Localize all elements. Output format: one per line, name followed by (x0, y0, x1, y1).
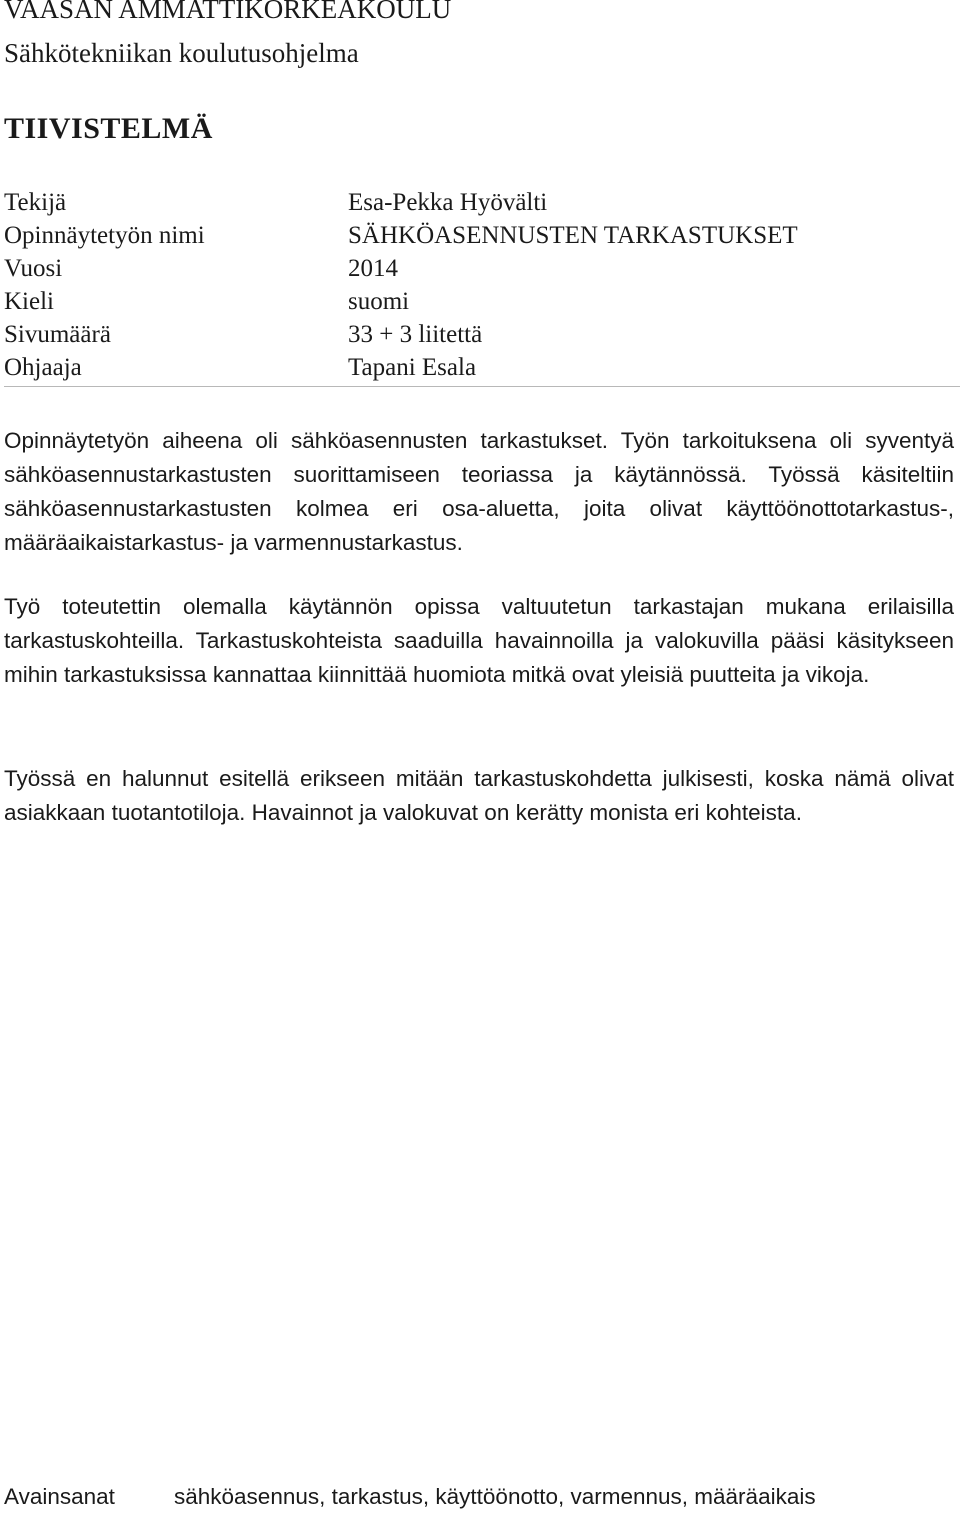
meta-value: Tapani Esala (348, 354, 477, 381)
keywords-label: Avainsanat (4, 1484, 115, 1509)
abstract-paragraph: Työssä en halunnut esitellä erikseen mitään tarkastuskohdetta julkisesti, koska nämä olivat asiakkaan tuotantotiloja. Havainnot ja valokuvat on kerätty monista eri kohteista. (4, 766, 954, 825)
meta-value: SÄHKÖASENNUSTEN TARKASTUKSET (348, 222, 798, 249)
meta-label: Sivumäärä (4, 321, 111, 348)
keywords-row (4, 1482, 960, 1512)
meta-label: Ohjaaja (4, 354, 82, 381)
meta-label: Kieli (4, 288, 54, 315)
divider (4, 386, 960, 387)
abstract-paragraph: Työ toteutettin olemalla käytännön opissa valtuutetun tarkastajan mukana erilaisilla tarkastuskohteilla. Tarkastuskohteista saaduilla havainnoilla ja valokuvilla pääsi käsitykseen mihin tarkastuksissa kannattaa kiinnittää huomiota mitkä ovat yleisiä puutteita ja vikoja. (4, 594, 954, 687)
degree-program: Sähkötekniikan koulutusohjelma (4, 38, 359, 68)
meta-value: suomi (348, 288, 410, 315)
meta-label: Opinnäytetyön nimi (4, 222, 205, 249)
page-title: TIIVISTELMÄ (4, 112, 213, 145)
meta-value: 33 + 3 liitettä (348, 321, 483, 348)
meta-label: Tekijä (4, 189, 67, 216)
meta-value: Esa-Pekka Hyövälti (348, 189, 548, 216)
keywords-value: sähköasennus, tarkastus, käyttöönotto, varmennus, määräaikais (174, 1484, 816, 1509)
university-name: VAASAN AMMATTIKORKEAKOULU (4, 0, 452, 24)
meta-value: 2014 (348, 255, 398, 282)
abstract-paragraph: Opinnäytetyön aiheena oli sähköasennusten tarkastukset. Työn tarkoituksena oli syventyä sähköasennustarkastusten suorittamiseen teoriassa ja käytännössä. Työssä käsiteltiin sähköasennustarkastusten kolmea eri osa-aluetta, joita olivat käyttöönottotarkastus-, määräaikaistarkastus- ja varmennustarkastus. (4, 428, 954, 555)
meta-label: Vuosi (4, 255, 63, 282)
